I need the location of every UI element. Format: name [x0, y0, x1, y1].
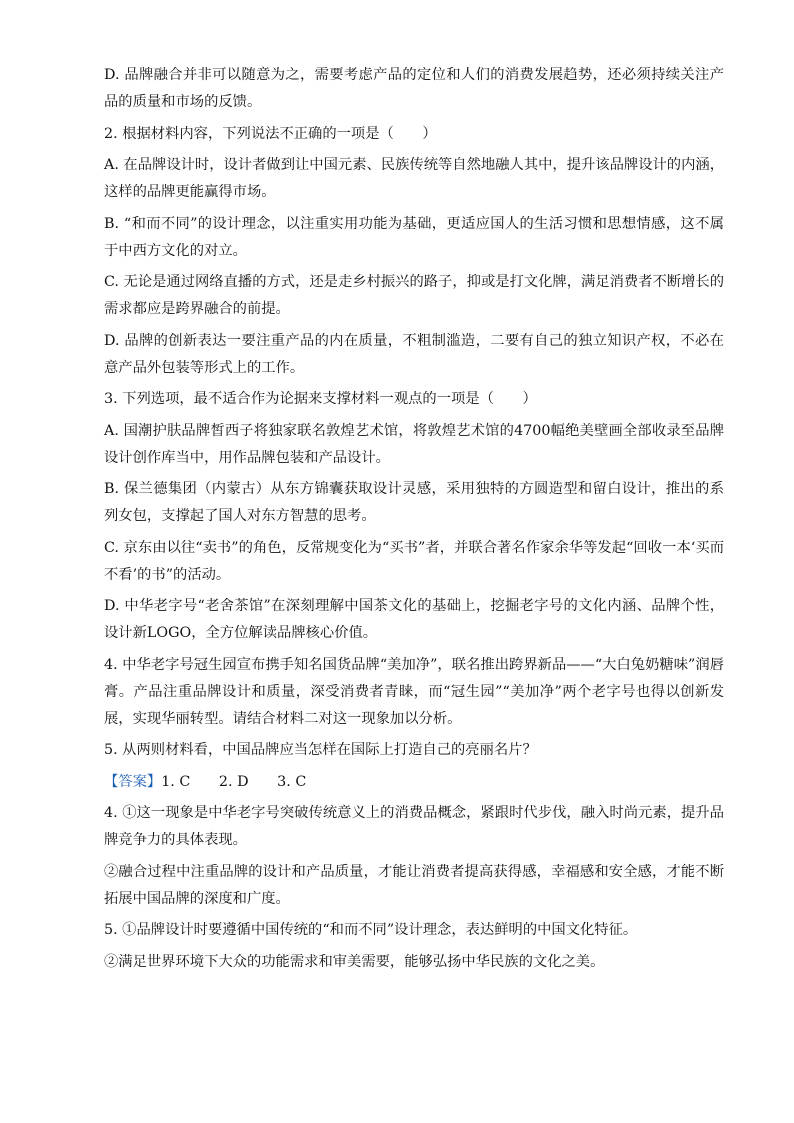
- document-body: [104, 62, 724, 980]
- option-d-q1: D. 品牌融合并非可以随意为之，需要考虑产品的定位和人们的消费发展趋势，还必须持续关注产品的质量和市场的反馈。: [104, 67, 724, 110]
- option-b-q2: B. “和而不同”的设计理念，以注重实用功能为基础，更适应国人的生活习惯和思想情感，这不属于中西方文化的对立。: [104, 215, 724, 259]
- question-2: 2. 根据材料内容，下列说法不正确的一项是（ ）: [104, 125, 437, 142]
- option-a-q2: A. 在品牌设计时，设计者做到让中国元素、民族传统等自然地融人其中，提升该品牌设计的内涵，这样的品牌更能赢得市场。: [104, 157, 724, 200]
- option-c-q2: C. 无论是通过网络直播的方式，还是走乡村振兴的路子，抑或是打文化牌，满足消费者不断增长的需求都应是跨界融合的前提。: [104, 274, 724, 317]
- explanation-4-1: 4. ①这一现象是中华老字号突破传统意义上的消费品概念，紧跟时代步伐，融入时尚元素，提升品牌竞争力的具体表现。: [104, 805, 724, 848]
- question-3: 3. 下列选项，最不适合作为论据来支撑材料一观点的一项是（ ）: [104, 391, 537, 407]
- option-a-q3: A. 国潮护肤品牌皙西子将独家联名敦煌艺术馆，将敦煌艺术馆的4700幅绝美壁画全部收录至品牌设计创作库当中，用作品牌包装和产品设计。: [104, 422, 724, 466]
- answer-tag: 【答案】: [104, 773, 162, 790]
- answer-line: [104, 769, 724, 796]
- question-4: 4. 中华老字号冠生园宣布携手知名国货品牌“美加净”，联名推出跨界新品——“大白兔奶糖味”润唇膏。产品注重品牌设计和质量，深受消费者青睐，而“冠生园”“美加净”两个老字号也得以创新发展，实现华丽转型。请结合材料二对这一现象加以分析。: [104, 656, 724, 727]
- option-d-q2: D. 品牌的创新表达一要注重产品的内在质量，不粗制滥造，二要有自己的独立知识产权，不必在意产品外包装等形式上的工作。: [104, 332, 724, 376]
- option-c-q3: C. 京东由以往“卖书”的角色，反常规变化为“买书”者，并联合著名作家余华等发起“回收一本‘买而不看’的书”的活动。: [104, 539, 724, 583]
- option-d-q3: D. 中华老字号“老舍茶馆”在深刻理解中国茶文化的基础上，挖掘老字号的文化内涵、品牌个性，设计新LOGO，全方位解读品牌核心价值。: [104, 598, 724, 641]
- answer-text: 1. C 2. D 3. C: [161, 773, 307, 790]
- explanation-5-1: 5. ①品牌设计时要遵循中国传统的“和而不同”设计理念，表达鲜明的中国文化特征。: [104, 922, 638, 938]
- question-5: 5. 从两则材料看，中国品牌应当怎样在国际上打造自己的亮丽名片？: [104, 742, 537, 758]
- option-b-q3: B. 保兰德集团（内蒙古）从东方锦囊获取设计灵感，采用独特的方圆造型和留白设计，推出的系列女包，支撑起了国人对东方智慧的思考。: [104, 481, 724, 524]
- explanation-5-2: ②满足世界环境下大众的功能需求和审美需要，能够弘扬中华民族的文化之美。: [104, 953, 605, 970]
- explanation-4-2: ②融合过程中注重品牌的设计和产品质量，才能让消费者提高获得感，幸福感和安全感，才能不断拓展中国品牌的深度和广度。: [104, 863, 724, 907]
